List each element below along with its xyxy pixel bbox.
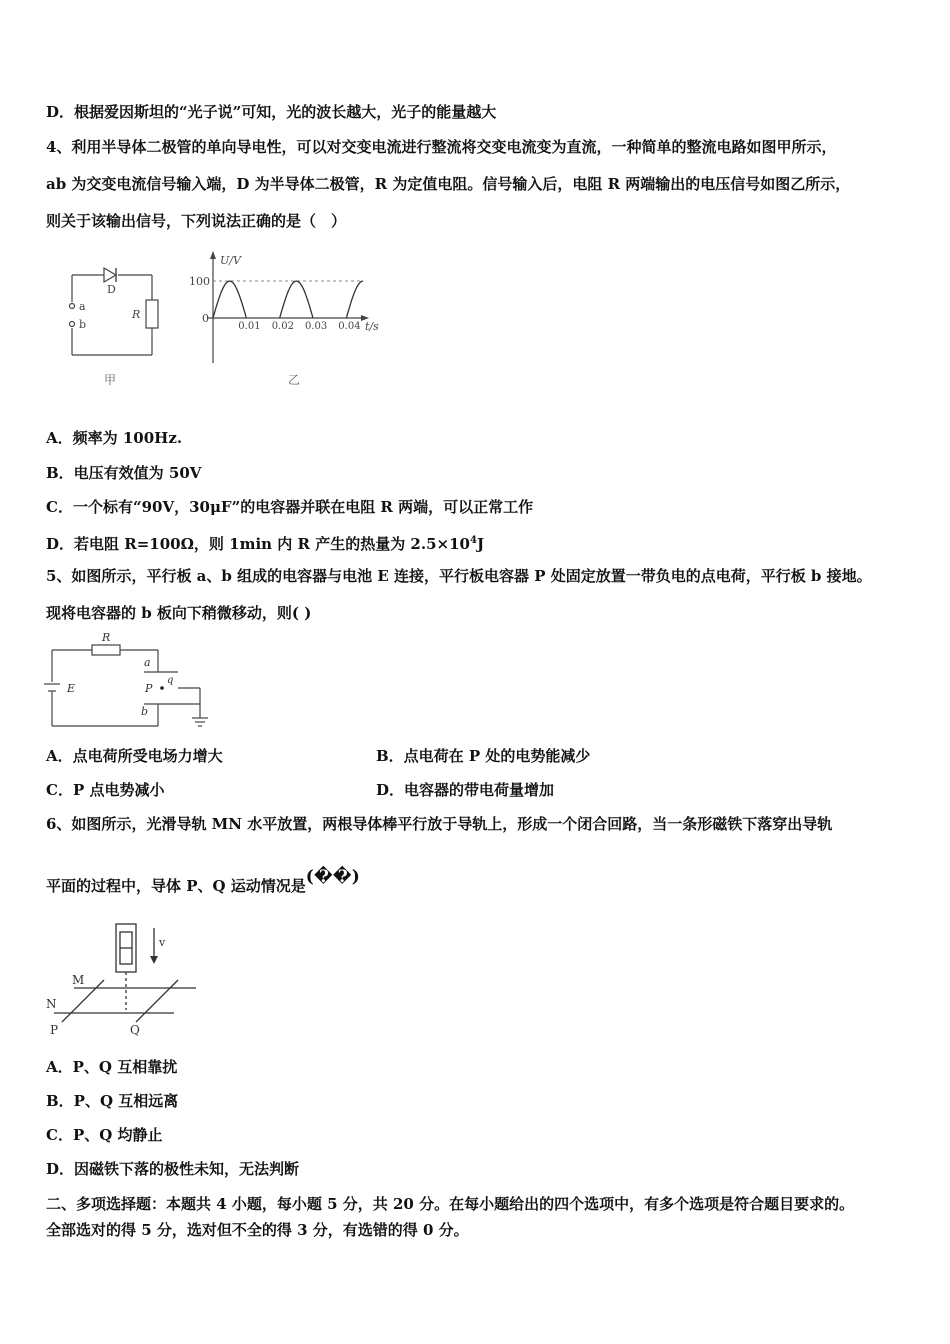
q6-stem-line2 xyxy=(46,867,360,896)
y-axis-label: U/V xyxy=(220,254,241,267)
x-tick-label: 0.04 xyxy=(338,321,361,332)
label-n: N xyxy=(46,997,57,1011)
q5-figure xyxy=(40,630,220,735)
q6-option-c[interactable]: C．P、Q 均静止 xyxy=(46,1126,163,1144)
label-d: D xyxy=(107,283,116,296)
q4-figure-yi xyxy=(185,248,385,388)
q3-option-d: D．根据爱因斯坦的“光子说”可知，光的波长越大，光子的能量越大 xyxy=(46,103,497,121)
label-b: b xyxy=(141,705,149,718)
resistor-r xyxy=(146,300,158,328)
label-b: b xyxy=(79,318,87,331)
label-a: a xyxy=(79,300,86,313)
terminal-b xyxy=(70,322,75,327)
q4-stem-line1: 4、利用半导体二极管的单向导电性，可以对交变电流进行整流将交变电流变为直流，一种简单的整流电路如图甲所示， xyxy=(46,138,837,156)
q6-option-a[interactable]: A．P、Q 互相靠扰 xyxy=(46,1058,178,1076)
caption-jia: 甲 xyxy=(104,373,117,387)
point-charge-q xyxy=(160,686,164,690)
q4-stem-line2: ab 为交变电流信号输入端，D 为半导体二极管，R 为定值电阻。信号输入后，电阻 R 两端输出的电压信号如图乙所示， xyxy=(46,175,851,193)
q5-stem-line1: 5、如图所示，平行板 a、b 组成的电容器与电池 E 连接，平行板电容器 P 处固定放置一带负电的点电荷，平行板 b 接地。 xyxy=(46,567,872,585)
q6-stem-line1: 6、如图所示，光滑导轨 MN 水平放置，两根导体棒平行放于导轨上，形成一个闭合回路，当一条形磁铁下落穿出导轨 xyxy=(46,815,833,833)
x-tick-label: 0.03 xyxy=(305,321,328,332)
q4-option-b[interactable]: B．电压有效值为 50V xyxy=(46,464,202,482)
q6-stem-text: 平面的过程中，导体 P、Q 运动情况是 xyxy=(46,877,306,895)
x-tick-label: 0.02 xyxy=(271,321,294,332)
q4-option-d-exponent: 4 xyxy=(469,535,477,546)
diode-icon xyxy=(104,268,116,282)
label-r: R xyxy=(132,308,141,321)
label-v: v xyxy=(159,936,166,949)
label-m: M xyxy=(72,973,85,987)
q5-stem-line2: 现将电容器的 b 板向下稍微移动，则( ) xyxy=(46,604,312,622)
q5-option-c[interactable]: C．P 点电势减小 xyxy=(46,781,165,799)
section2-line1: 二、多项选择题：本题共 4 小题，每小题 5 分，共 20 分。在每小题给出的四个选项中，有多个选项是符合题目要求的。 xyxy=(46,1195,855,1213)
q4-figure-jia xyxy=(60,258,170,388)
label-a: a xyxy=(144,656,151,669)
origin-label: 0 xyxy=(202,312,209,325)
label-r: R xyxy=(102,631,111,644)
q4-option-d-text: D．若电阻 R=100Ω，则 1min 内 R 产生的热量为 2.5×10 xyxy=(46,535,470,553)
q6-option-b[interactable]: B．P、Q 互相远离 xyxy=(46,1092,179,1110)
caption-yi: 乙 xyxy=(288,373,301,387)
rectified-wave xyxy=(213,281,363,318)
q5-option-b[interactable]: B．点电荷在 P 处的电势能减少 xyxy=(376,747,591,765)
section2-line2: 全部选对的得 5 分，选对但不全的得 3 分，有选错的得 0 分。 xyxy=(46,1221,469,1239)
x-axis-label: t/s xyxy=(365,320,379,333)
q4-option-a[interactable]: A．频率为 100Hz. xyxy=(46,429,183,447)
y-tick-100: 100 xyxy=(189,275,210,288)
q6-figure xyxy=(44,912,214,1037)
x-tick-label: 0.01 xyxy=(238,321,261,332)
resistor-r xyxy=(92,645,120,655)
label-p: P xyxy=(50,1023,59,1037)
terminal-a xyxy=(70,304,75,309)
label-p: P xyxy=(145,682,153,695)
q5-option-d[interactable]: D．电容器的带电荷量增加 xyxy=(376,781,555,799)
label-e: E xyxy=(67,682,76,695)
label-q: q xyxy=(167,675,174,686)
arrow-down-icon xyxy=(150,956,158,964)
q6-stem-paren: (��) xyxy=(305,867,360,887)
label-q: Q xyxy=(130,1023,140,1037)
q4-option-c[interactable]: C．一个标有“90V，30μF”的电容器并联在电阻 R 两端，可以正常工作 xyxy=(46,498,534,516)
q6-option-d[interactable]: D．因磁铁下落的极性未知，无法判断 xyxy=(46,1160,300,1178)
q4-stem-line3: 则关于该输出信号，下列说法正确的是（ ） xyxy=(46,212,347,230)
rod-q xyxy=(136,980,178,1022)
q4-option-d-unit: J xyxy=(476,535,485,553)
q4-option-d[interactable] xyxy=(46,531,484,554)
q5-option-a[interactable]: A．点电荷所受电场力增大 xyxy=(46,747,223,765)
